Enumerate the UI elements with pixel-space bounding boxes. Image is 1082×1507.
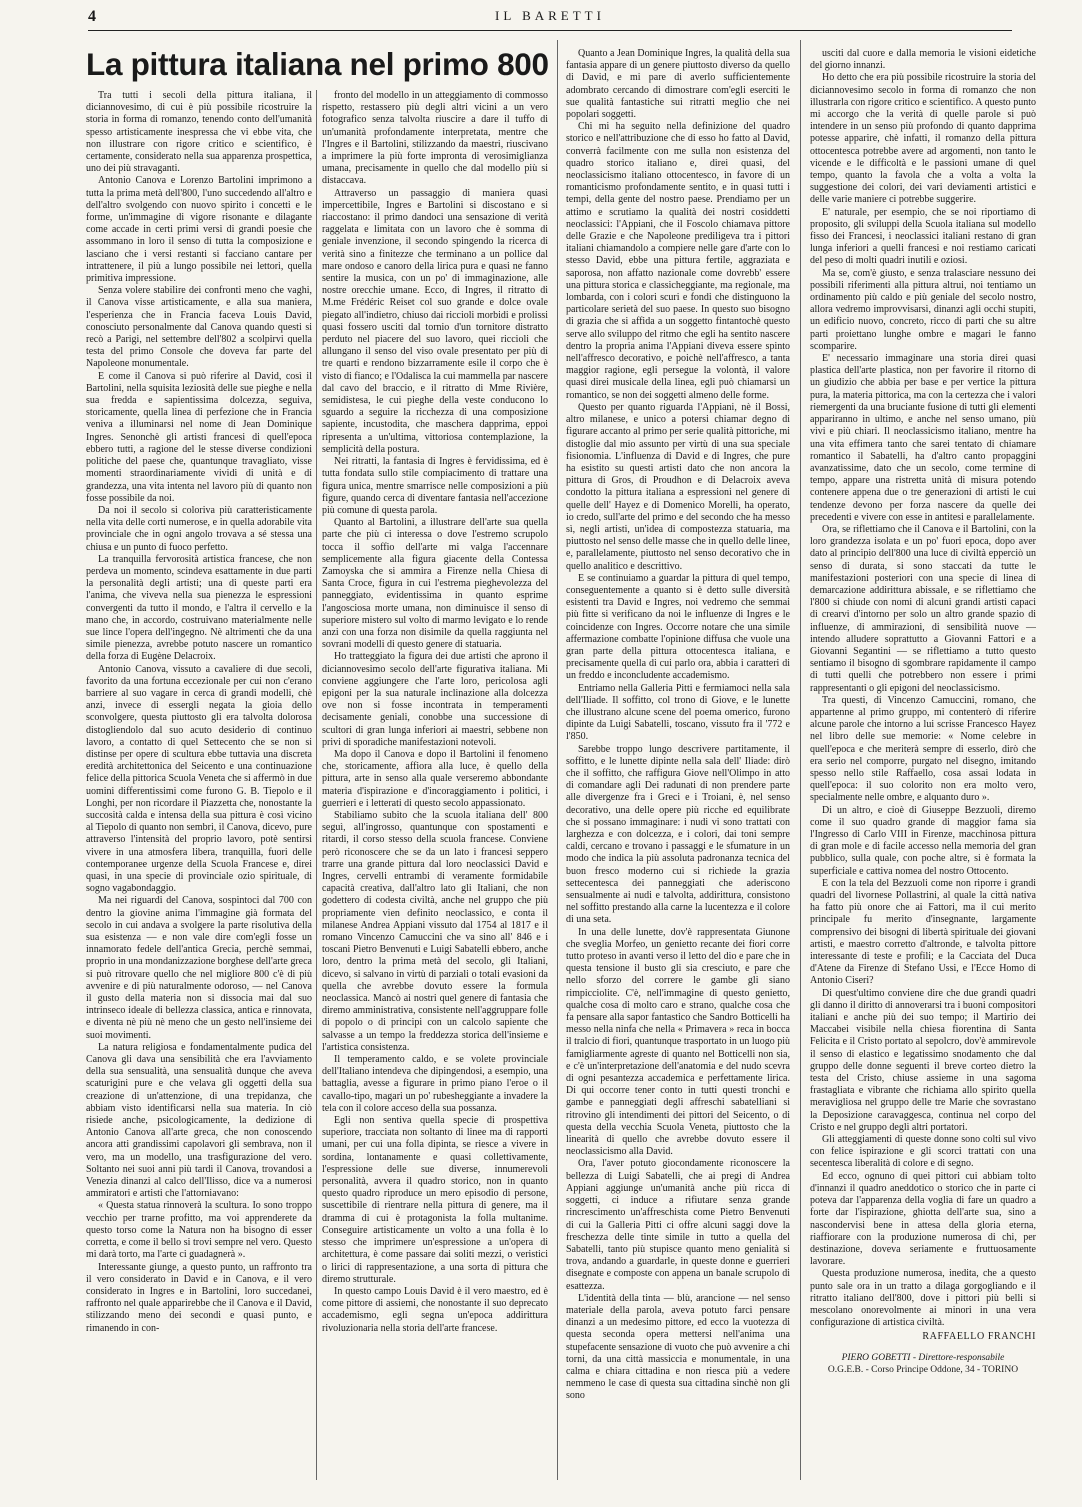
paragraph: Ho tratteggiato la figura dei due artisti che aprono il diciannovesimo secolo dell'arte figurativa italiana. Mi conviene aggiungere che l'arte loro, pericolosa agli epigoni per la sua naturale inclinazione alla dolcezza ove non si fosse incontrata in temperamenti decisamente geniali, conobbe una successione di scultori di gran lunga inferiori ai maestri, sebbene non privi di sporadiche manifestazioni notevoli. xyxy=(322,651,548,748)
column-rule xyxy=(316,90,317,1480)
paragraph: Sarebbe troppo lungo descrivere partitamente, il soffitto, e le lunette dipinte nella sala dell' Iliade: dirò che il soffitto, che raffigura Giove nell'Olimpo in atto di comandare agli Dei radunati di non prendere parte alle divergenze fra i Greci e i Troiani, è, nel senso decorativo, una delle opere più ricche ed equilibrate che si possano immaginare: i nudi vi sono trattati con larghezza e con dolcezza, e i colori, dai toni sempre caldi, cercano e trovano i passaggi e le sfumature in un modo che indica la più assoluta padronanza tecnica del buon fresco moderno cui si richiede la grazia settecentesca dei panneggiati che aderiscono sensualmente ai nudi e talvolta, addirittura, consistono nel soffitto prestando alla carne la lucentezza e il colore di una seta. xyxy=(566,743,790,926)
column-rule xyxy=(800,40,801,1480)
paragraph: Egli non sentiva quella specie di prospettiva superiore, tracciata non soltanto di linee ma di rapporti umani, per cui una folla dipinta, se riesce a vivere in sordina, lontanamente e quasi collettivamente, l'espressione delle sue diverse, innumerevoli personalità, avvera il quadro storico, non in quanto questo quadro riproduce un mero episodio di persone, suscettibile di rientrare nella pittura di genere, ma il dramma di cui è protagonista la folla multanime. Conseguire artisticamente un volto a una folla è lo stesso che imprimere un'espressione a un'opera di architettura, è come passare dai soliti mezzi, o veristici o lirici di rappresentazione, a una sorta di pittura che diremo strutturale. xyxy=(322,1115,548,1285)
paragraph: Nei ritratti, la fantasia di Ingres è fervidissima, ed è tutta fondata sullo stile compiacimento di trattare una figura unica, mentre smarrisce nelle composizioni a più figure, quando cerca di diventare fantasia nell'accezione più comune di questa parola. xyxy=(322,456,548,516)
imprint-director: PIERO GOBETTI - Direttore-responsabile xyxy=(841,1352,1005,1363)
paragraph: « Questa statua rinnoverà la scultura. Io sono troppo vecchio per trarne profitto, ma voi apprenderete da questo torso come la Natura non ha bisogno di esser corretta, e come il bello si trovi sempre nel vero. Questo mi darà torto, ma l'arte ci guadagnerà ». xyxy=(86,1200,312,1261)
paragraph: Il temperamento caldo, e se volete provinciale dell'Italiano intendeva che dipingendosi, a esempio, una battaglia, avesse a figurare in primo piano l'eroe o il cavallo-tipo, magari un po' rubesheggiante a invadere la tela con il colore acceso della sua possanza. xyxy=(322,1054,548,1114)
paragraph: Stabiliamo subito che la scuola italiana dell' 800 seguì, all'ingrosso, quantunque con spostamenti e ritardi, il corso stesso della scuola francese. Conviene però riconoscere che se da un lato i francesi seppero trarre una grande pittura dal loro neoclassici David e Ingres, cervelli entrambi di veramente formidabile capacità creativa, dall'altro lato gli Italiani, che non godettero di codesta civiltà, anche nel gruppo che più propriamente vien definito neoclassico, e conta il milanese Andrea Appiani vissuto dal 1754 al 1817 e il romano Vincenzo Camuccini che va sino all' 846 e i toscani Pietro Benvenuti e Luigi Sabatelli ebbero, anche loro, dentro la prima metà del secolo, gli Italiani, dicevo, si salvano in virtù di parziali o totali evasioni da quella che avrebbe dovuto essere la formula neoclassica. Mancò ai nostri quel genere di fantasia che diremo amministrativa, consistente nell'aggruppare folle di popolo o di principi con un calcolo sapiente che salvasse a un tempo la freddezza storica dell'insieme e l'artistica consistenza. xyxy=(322,809,548,1053)
text-column-2 xyxy=(322,90,548,1480)
paragraph: E se continuiamo a guardar la pittura di quel tempo, conseguentemente a quanto si è detto sulle diversità esistenti tra David e Ingres, noi vedremo che semmai più fitte si verificano da noi le influenze di Ingres e le coincidenze con Ingres. Occorre notare che una simile affermazione combatte l'opinione diffusa che vuole una gran parte della pittura ottocentesca italiana, e precisamente quella di cui parlo ora, abbia i caratteri di un freddo e inconcludente accademismo. xyxy=(566,572,790,682)
paragraph: La tranquilla fervorosità artistica francese, che non perdeva un momento, scindeva esattamente in due parti la personalità degli artisti; una di queste parti era l'anima, che viveva nella sua pienezza le espressioni convergenti da tutto il mondo, e l'altra il cervello e la mano che, in accordo, costruivano materialmente nelle sue lince l'opera dell'ingegno. Nè altrimenti che da una simile pienezza, avrebbe potuto nascere un romantico della forza di Eugène Delacroix. xyxy=(86,553,312,663)
journal-name: IL BARETTI xyxy=(495,8,605,23)
page-number: 4 xyxy=(88,8,96,25)
paragraph: Ho detto che era più possibile ricostruire la storia del diciannovesimo secolo in forma di romanzo che non illustrarla con rigore critico e scientifico. A questo punto mi accorgo che la verità di quelle parole si può intendere in un senso più profondo di quanto dapprima potesse apparire, chè infatti, il romanzo della pittura ottocentesca potrebbe avere ad argomenti, non tanto le vicende e le difficoltà e le passioni umane di quel tempo, quanto la favola che a volta a volta la suggestione dei colori, dei vari deviamenti artistici e delle varie maniere ci potrebbe suggerire. xyxy=(810,72,1036,206)
paragraph: usciti dal cuore e dalla memoria le visioni eidetiche del giorno innanzi. xyxy=(810,48,1036,72)
paragraph: Senza volere stabilire dei confronti meno che vaghi, il Canova visse artisticamente, e alla sua maniera, l'esperienza che in Francia faceva Louis David, conosciuto personalmente dal Canova quando questi si recò a Parigi, nel settembre dell'802 a scolpirvi quella testa del primo Console che doveva far parte del Napoleone monumentale. xyxy=(86,285,312,370)
column-4-body xyxy=(810,48,1036,1329)
paragraph: In una delle lunette, dov'è rappresentata Giunone che sveglia Morfeo, un genietto recante dei fiori corre tutto proteso in avanti verso il letto del dio e pare che in questa tensione il busto gli sia cresciuto, e pare che nello sforzo del correre le gambe gli siano rimpicciolite. C'è, nell'immagine di questo genietto, qualche cosa di molto caro e strano, qualche cosa che fa pensare alla sapor fantastico che Sandro Botticelli ha messo nella ninfa che nella « Primavera » reca in bocca il tralcio di fiori, quantunque trasportato in un luogo più famigliarmente agreste di quanto nel Botticelli non sia, e c'è un'interpretazione dell'anatomia e del nudo scevra di ogni pesantezza accademica e perfettamente lirica. Di qui occorre tener conto in tutti questi tronchi e gambe e panneggiati degli affreschi sabatelliani si ritrovino gli intendimenti dei pittori del Seicento, o di questa della vecchia Scuola Veneta, piuttosto che la linearità di quello che avrebbe dovuto essere il neoclassicismo alla David. xyxy=(566,926,790,1158)
paragraph: Ma nei riguardi del Canova, sospintoci dal 700 con dentro la giovine anima l'immagine già formata del secolo in cui andava a svolgere la parte risolutiva della sua esistenza — e non vale dire com'egli fosse un innamorato fedele dell'antica Grecia, perchè semmai, proprio in una mondanizzazione borghese dell'arte greca si può ritrovare quello che nel migliore 800 c'è di più avvenire e di più naturalmente odoroso, — nel Canova il gusto della materia non si dissocia mai dal suo intrinseco ideale di bellezza classica, antica e rinnovata, e diventa nè più nè meno che un gesto nell'insieme dei suoi movimenti. xyxy=(86,895,312,1041)
paragraph: Attraverso un passaggio di maniera quasi impercettibile, Ingres e Bartolini si discostano e si riaccostano: il primo dandoci una sensazione di verità raggelata e limitata con un lavoro che è somma di geniale invenzione, il secondo spingendo la ricerca di verità sino a finitezze che terminano a un pollice dal mare ondoso e canoro della lirica pura e quasi ne fanno sentire la musica, con un po' di immaginazione, alle nostre orecchie umane. Ecco, di Ingres, il ritratto di M.me Frédéric Reiset col suo grande e dolce ovale piegato all'indietro, chiuso dai riccioli morbidi e prolissi quasi fossero usciti dal tornio d'un tornitore distratto perduto nel piacere del suo lavoro, quei riccioli che allungano il senso del viso ovale presentato per più di tre quarti e rendono bizzarramente esile il corpo che è visto di fianco; e l'Odalisca la cui mammella par nascere dal cavo del braccio, e il ritratto di Mme Rivière, semidistesa, le cui pieghe della veste conducono lo sguardo a seguire la ricchezza di una composizione sapiente, incustodita, che maschera dapprima, eppoi ripresenta a un'ultima, vittoriosa contemplazione, la semplicità della postura. xyxy=(322,187,548,455)
paragraph: E' necessario immaginare una storia direi quasi plastica dell'arte plastica, non per favorire il ritorno di un giudizio che abbia per base e per vertice la pittura pura, la materia pittorica, ma con la certezza che i valori riemergenti da una bruciante fusione di tutti gli elementi appariranno in ultimo, e anche nel senso umano, più vivi e più chiari. Il neoclassicismo italiano, mentre ha una vita effimera tanto che sarei tentato di chiamare romantico il Sabatelli, ha d'altro canto propaggini avanzatissime, dato che un secolo, come termine di tempo, appare una ristretta unità di misura potendo contenere appena due o tre generazioni di artisti le cui tendenze devono per forza nascere da quelle dei precedenti e vivere con esse in antitesi e parallelamente. xyxy=(810,353,1036,523)
paragraph: Ma dopo il Canova e dopo il Bartolini il fenomeno che, storicamente, affiora alla luce, è quello della pittura, arte in senso alla quale verseremo abbondante materia d'ispirazione e d'incoraggiamento i politici, i guerrieri e i letterati di questo secolo appassionato. xyxy=(322,748,548,809)
paragraph: Tra tutti i secoli della pittura italiana, il diciannovesimo, di cui è più possibile ricostruire la storia in forma di romanzo, tenendo conto dell'umanità spesso artisticamente inespressa che vi ebbe vita, che non illustrare con rigore critico e scientifico, è certamente, considerato nella sua apparenza prospettica, uno dei più stravaganti. xyxy=(86,90,312,175)
paragraph: Entriamo nella Galleria Pitti e fermiamoci nella sala dell'Iliade. Il soffitto, col trono di Giove, e le lunette che illustrano alcune scene del poema omerico, furono dipinte da Luigi Sabatelli, toscano, vissuto fra il '772 e l'850. xyxy=(566,682,790,743)
paragraph: Questo per quanto riguarda l'Appiani, nè il Bossi, altro milanese, e unico a potersi chiamar degno di figurare accanto al primo per serie qualità pittoriche, mi distoglie dal mio assunto per virtù di una sua speciale fisionomia. L'influenza di David e di Ingres, che pure ha esistito su questi artisti dato che non ancora la pittura di Gros, di Proudhon e di Delacroix aveva condotto la pittura italiana a espressioni nel genere di quelle dell' Hayez e di Domenico Morelli, ha operato, io credo, sull'arte del primo e del secondo che ha messo sì, negli artisti, un'idea di compostezza statuaria, ma piuttosto nel senso delle masse che in quello delle linee, e, parallelamente, piuttosto nel senso decorativo che in quello analitico e descrittivo. xyxy=(566,401,790,572)
paragraph: E' naturale, per esempio, che se noi riportiamo di proposito, gli sviluppi della Scuola italiana sul modello fisso dei Francesi, i neoclassici italiani restano di gran lunga inferiori a quelli francesi e noi restiamo caricati del peso di molti quadri inutili e oziosi. xyxy=(810,206,1036,267)
paragraph: Tra questi, di Vincenzo Camuccini, romano, che appartenne al primo gruppo, mi contenterò di riferire alcune parole che intorno a lui scrisse Francesco Hayez nel libro delle sue memorie: « Nome celebre in quell'epoca e che meriterà sempre di esserlo, dirò che era serio nel comporre, purgato nel disegno, imitando spesso nello stile Raffaello, cosa assai lodata in quell'epoca: il suo colorito non era molto vero, specialmente nelle ombre, e alquanto duro ». xyxy=(810,694,1036,804)
paragraph: Antonio Canova e Lorenzo Bartolini imprimono a tutta la prima metà dell'800, l'uno succedendo all'altro e dell'altro svolgendo con nuovo spirito i concetti e le forme, un'immagine di vigore risonante e dilagante come accade in certi primi versi di grandi poesie che assommano in loro il senso di tutta la composizione e lasciano che i versi restanti si facciano cantare per intrattenere, il più a lungo possibile nei lettori, quella primitiva impressione. xyxy=(86,175,312,285)
paragraph: L'identità della tinta — blù, arancione — nel senso materiale della parola, aveva potuto farci pensare dinanzi a un medesimo pittore, ed ecco la vuotezza di questa seconda opera mettersi nell'anima una stupefacente sensazione di vuoto che può avvenire a chi torni, da una città massiccia e monumentale, in una calma e chiara cittadina e non riesca più a vedere nemmeno le case di questa sua cittadina sinchè non gli sono xyxy=(566,1292,790,1402)
paragraph: Questa produzione numerosa, inedita, che a questo punto sale ora in un tratto a dilaga gorgogliando e il ritratto italiano dell'800, dove i pittori più belli si mescolano onorevolmente ai minori in una vera configurazione di artistica civiltà. xyxy=(810,1268,1036,1329)
text-column-4 xyxy=(810,48,1036,1480)
paragraph: Quanto a Jean Dominique Ingres, la qualità della sua fantasia appare di un genere piuttosto diverso da quello di David, e mi pare di averlo sufficientemente adombrato cercando di dimostrare com'egli eserciti le sue qualità fantastiche sui ritratti meglio che nei popolari soggetti. xyxy=(566,48,790,121)
paragraph: Ora, se riflettiamo che il Canova e il Bartolini, con la loro grandezza isolata e un po' fuori epoca, dopo aver dato al principio dell'800 una luce di civiltà epperciò un senso di durata, si sono staccati da tutte le manifestazioni posteriori con una specie di linea di demarcazione addirittura abissale, e se riflettiamo che l'800 si chiude con nomi di alcuni grandi artisti capaci di crearvi d'intorno per solo un altro grande spazio di influenze, di ammirazioni, di sensibilità nuove — intendo alludere soprattutto a Giovanni Fattori e a Giovanni Segantini — se riflettiamo a tutto questo sentiamo il bisogno di sgombrare rapidamente il campo di tutti quelli che potrebbero non essere i primi rappresentanti o gli epigoni del neoclassicismo. xyxy=(810,523,1036,694)
paragraph: Di quest'ultimo conviene dire che due grandi quadri gli danno il diritto di annoverarsi tra i buoni compositori italiani e anche più dei suo tempo; il Martirio dei Maccabei visibile nella chiesa fiorentina di Santa Felicita e il Cristo portato al sepolcro, dov'è ammirevole il senso di elastico e legatissimo snodamento che dal gruppo delle donne seguenti il breve corteo dietro la testa del Cristo, chiuse assieme in una sagoma frastagliata e vibrante che richiama allo spirito quella meravigliosa nel gruppo delle tre Marie che sovrastano la Deposizione caravaggesca, continua nel corpo del Cristo e nel gruppo degli altri portatori. xyxy=(810,987,1036,1133)
text-column-1 xyxy=(86,90,312,1480)
imprint-publisher: O.G.E.B. - Corso Principe Oddone, 34 - TORINO xyxy=(827,1364,1019,1375)
paragraph: Antonio Canova, vissuto a cavaliere di due secoli, favorito da una fortuna eccezionale per cui non c'erano barriere al suo vagare in cerca di grandi modelli, chè anzi, invece di essergli negata la gioia dello sconvolgere, questa piuttosto gli era talvolta dolorosa distogliendolo dal suo acuto desiderio di continuo lavoro, a contatto di quel Settecento che se non si distinse per opere di scultura ebbe tuttavia una discreta eredità architettonica del Seicento e una continuazione felice della pittorica Scuola Veneta che si affermò in due uomini differentissimi come furono G. B. Tiepolo e il Longhi, per non ricordare il Piazzetta che, nonostante la succosità calda e intensa della sua pittura è così vicino al Tiepolo di quanto non sembri, il Canova, dicevo, pure attraverso l'intensità del proprio lavoro, potè sentirsi vivere in una atmosfera libera, tranquilla, fuori delle contemporanee urgenze della Scuola Francese e, direi quasi, in una specie di provinciale ozio spirituale, di sogno vagabondaggio. xyxy=(86,663,312,895)
imprint xyxy=(810,1352,1036,1376)
paragraph: Di un altro, e cioè di Giuseppe Bezzuoli, diremo come il suo quadro grande di maggior fama sia l'Ingresso di Carlo VIII in Firenze, macchinosa pittura di gran mole e di facile accesso nella memoria del gran pubblico, sulla quale, con poche altre, si è formata la superficiale e cattiva nomea del nostro Ottocento. xyxy=(810,804,1036,877)
paragraph: E con la tela del Bezzuoli come non riporre i grandi quadri del livornese Pollastrini, al quale la città nativa ha fatto più onore che ai Fattori, ma il cui merito principale fu merito d'insegnante, largamente comprensivo dei bisogni di libertà spirituale dei giovani artisti, e maestro corretto d'altronde, e talvolta pittore interessante di teste e profili; e la Cacciata del Duca d'Atene da Firenze di Stefano Ussi, e l'Ecce Homo di Antonio Ciseri? xyxy=(810,877,1036,987)
paragraph: Interessante giunge, a questo punto, un raffronto tra il vero considerato in David e in Canova, e il vero considerato in Ingres e in Bartolini, loro succedanei, raffronto nel quale apparirebbe che il Canova e il David, stilizzando meno dei secondi e quasi punto, e rimanendo in con- xyxy=(86,1261,312,1334)
paragraph: Quanto al Bartolini, a illustrare dell'arte sua quella parte che più ci interessa o dove l'estremo scrupolo tocca il soffio dell'arte mi valga l'accennare semplicemente alla figura giacente della Contessa Zamoyska che si ammira a Firenze nella Chiesa di Santa Croce, figura in cui l'estrema pieghevolezza del panneggiato, evidentissima in quanto esprime l'angosciosa morte umana, non diminuisce il senso di superiore mistero sul volto di marmo levigato e lo rende anzi con una forza non disimile da quella raggiunta nel sovrani modelli di questo genere di statuaria. xyxy=(322,517,548,651)
article-title: La pittura italiana nel primo 800 xyxy=(86,46,549,82)
paragraph: La natura religiosa e fondamentalmente pudica del Canova gli dava una sensibilità che era l'avviamento della sua sensualità, una sensualità dunque che aveva scaturigini pure e che velava gli oggetti della sua creazione di un'attenzione, di una trepidanza, che abbiam visto identificarsi nella sua materia. In ciò risiede anche, psicologicamente, la dedizione di Antonio Canova all'arte greca, che non conoscendo ancora atti grandissimi capolavori gli sembrava, non il vero, ma un modello, una trasfigurazione del vero. Soltanto nei suoi anni più tardi il Canova, trovandosi a Venezia dinanzi al calco dell'Ilisso, dice va a numerosi ammiratori e artisti che l'attorniavano: xyxy=(86,1041,312,1200)
text-column-3 xyxy=(566,48,790,1480)
paragraph: E come il Canova si può riferire al David, così il Bartolini, nella squisita leziosità delle sue pieghe e nella sua fredda e sapientissima dolcezza, seguiva, storicamente, quella linea di perfezione che in Francia veniva a illuminarsi nel nome di Jean Dominique Ingres. Senonchè gli artisti francesi di quell'epoca ebbero tutti, a ragione del le stesse diverse condizioni politiche del paese che, quantunque travagliato, visse momenti straordinariamente vividi di unità e di grandezza, una vita intenta nel lavoro più di quanto non fosse possibile da noi. xyxy=(86,370,312,504)
paragraph: Ma se, com'è giusto, e senza tralasciare nessuno dei possibili riferimenti alla pittura altrui, noi tentiamo un ordinamento più caldo e più geniale del secolo nostro, allora vedremo improvvisarsi, dinanzi agli occhi stupiti, un edificio nuovo, concreto, ricco di parti che su altre parti proiettano lunghe ombre e magari le fanno scomparire. xyxy=(810,267,1036,352)
paragraph: Ora, l'aver potuto giocondamente riconoscere la bellezza di Luigi Sabatelli, che ai pregi di Andrea Appiani aggiunge un'umanità anche più ricca di soggetti, ci induce a rifiutare senza grande rincrescimento un'affreschista come Pietro Benvenuti di cui la Galleria Pitti ci offre alcuni saggi dove la freschezza delle tinte simile in tutto a quella del Sabatelli, tanto più stupisce quanto meno genialità si trova, andando a guardarle, in queste donne e guerrieri disegnate e composte con appena un banale scrupolo di esattezza. xyxy=(566,1158,790,1292)
paragraph: fronto del modello in un atteggiamento di commosso rispetto, restassero più degli altri vicini a un vero fotografico senza talvolta riuscire a dare il tuffo di un'umanità profondamente interpretata, mentre che l'Ingres e il Bartolini, stilizzando da maestri, riuscivano a imprimere la più forte impronta di verosimiglianza umana, precisamente in quello che dal modello più si distaccava. xyxy=(322,90,548,187)
paragraph: Gli atteggiamenti di queste donne sono colti sul vivo con felice ispirazione e gli scorci trattati con una secentesca liberalità di colore e di segno. xyxy=(810,1134,1036,1170)
running-head xyxy=(88,6,1012,31)
paragraph: In questo campo Louis David è il vero maestro, ed è come pittore di assiemi, che nonostante il suo deprecato accademismo, egli segna un'epoca addirittura rivoluzionaria nella storia dell'arte francese. xyxy=(322,1285,548,1334)
paragraph: Chi mi ha seguito nella definizione del quadro storico e nell'attribuzione che di esso ho fatto al David, converrà facilmente con me sulla non esistenza del quadro storico italiano e, direi quasi, del neoclassicismo italiano ottocentesco, in favore di un romanticismo profondamente sentito, e in quasi tutti i tempi, della gente del nostro paese. Prendiamo per un attimo e scrutiamo la qualità dei nostri cosiddetti neoclassici: l'Appiani, che il Foscolo chiamava pittore delle Grazie e che Napoleone prediligeva tra i pittori italiani chiamandolo a compiere nelle gare d'arte con lo stesso David, ebbe una pittura fertile, aggraziata e saporosa, non affatto nazionale come dovrebb' essere una pittura storica e classicheggiante, ma regionale, ma lombarda, con i colori scuri e fondi che distinguono la particolare serietà del suo paese. In questo suo bisogno di grazia che si affida a un soggetto fintantochè questo serve allo sviluppo del ritmo che egli ha sentito nascere dentro la propria anima l'Appiani diveva essere spinto nell'affresco decorativo, e poichè nell'affresco, a tanta maggior ragione, egli persegue la volontà, il valore quasi direi musicale della linea, egli può chiamarsi un romantico, se non dei soggetti almeno delle forme. xyxy=(566,121,790,401)
paragraph: Da noi il secolo si coloriva più caratteristicamente nella vita delle corti numerose, e in quella adorabile vita provinciale che in ogni angolo trovava a sé stessa una chiusa e un punto di fuoco perfetto. xyxy=(86,504,312,553)
column-rule xyxy=(557,40,558,1480)
paragraph: Ed ecco, ognuno di quei pittori cui abbiam tolto d'innanzi il quadro aneddotico o storico che in parte ci poteva dar l'apparenza della voglia di fare un quadro a forte dar l'ispirazione, ghiotta dell'arte sua, sino a nascondervisi bene in attesa della gloria eterna, riaffiorare con la produzione numerosa di chi, per destinazione, doveva seriamente e fruttuosamente lavorare. xyxy=(810,1170,1036,1268)
author-signature: RAFFAELLO FRANCHI xyxy=(922,1331,1036,1343)
